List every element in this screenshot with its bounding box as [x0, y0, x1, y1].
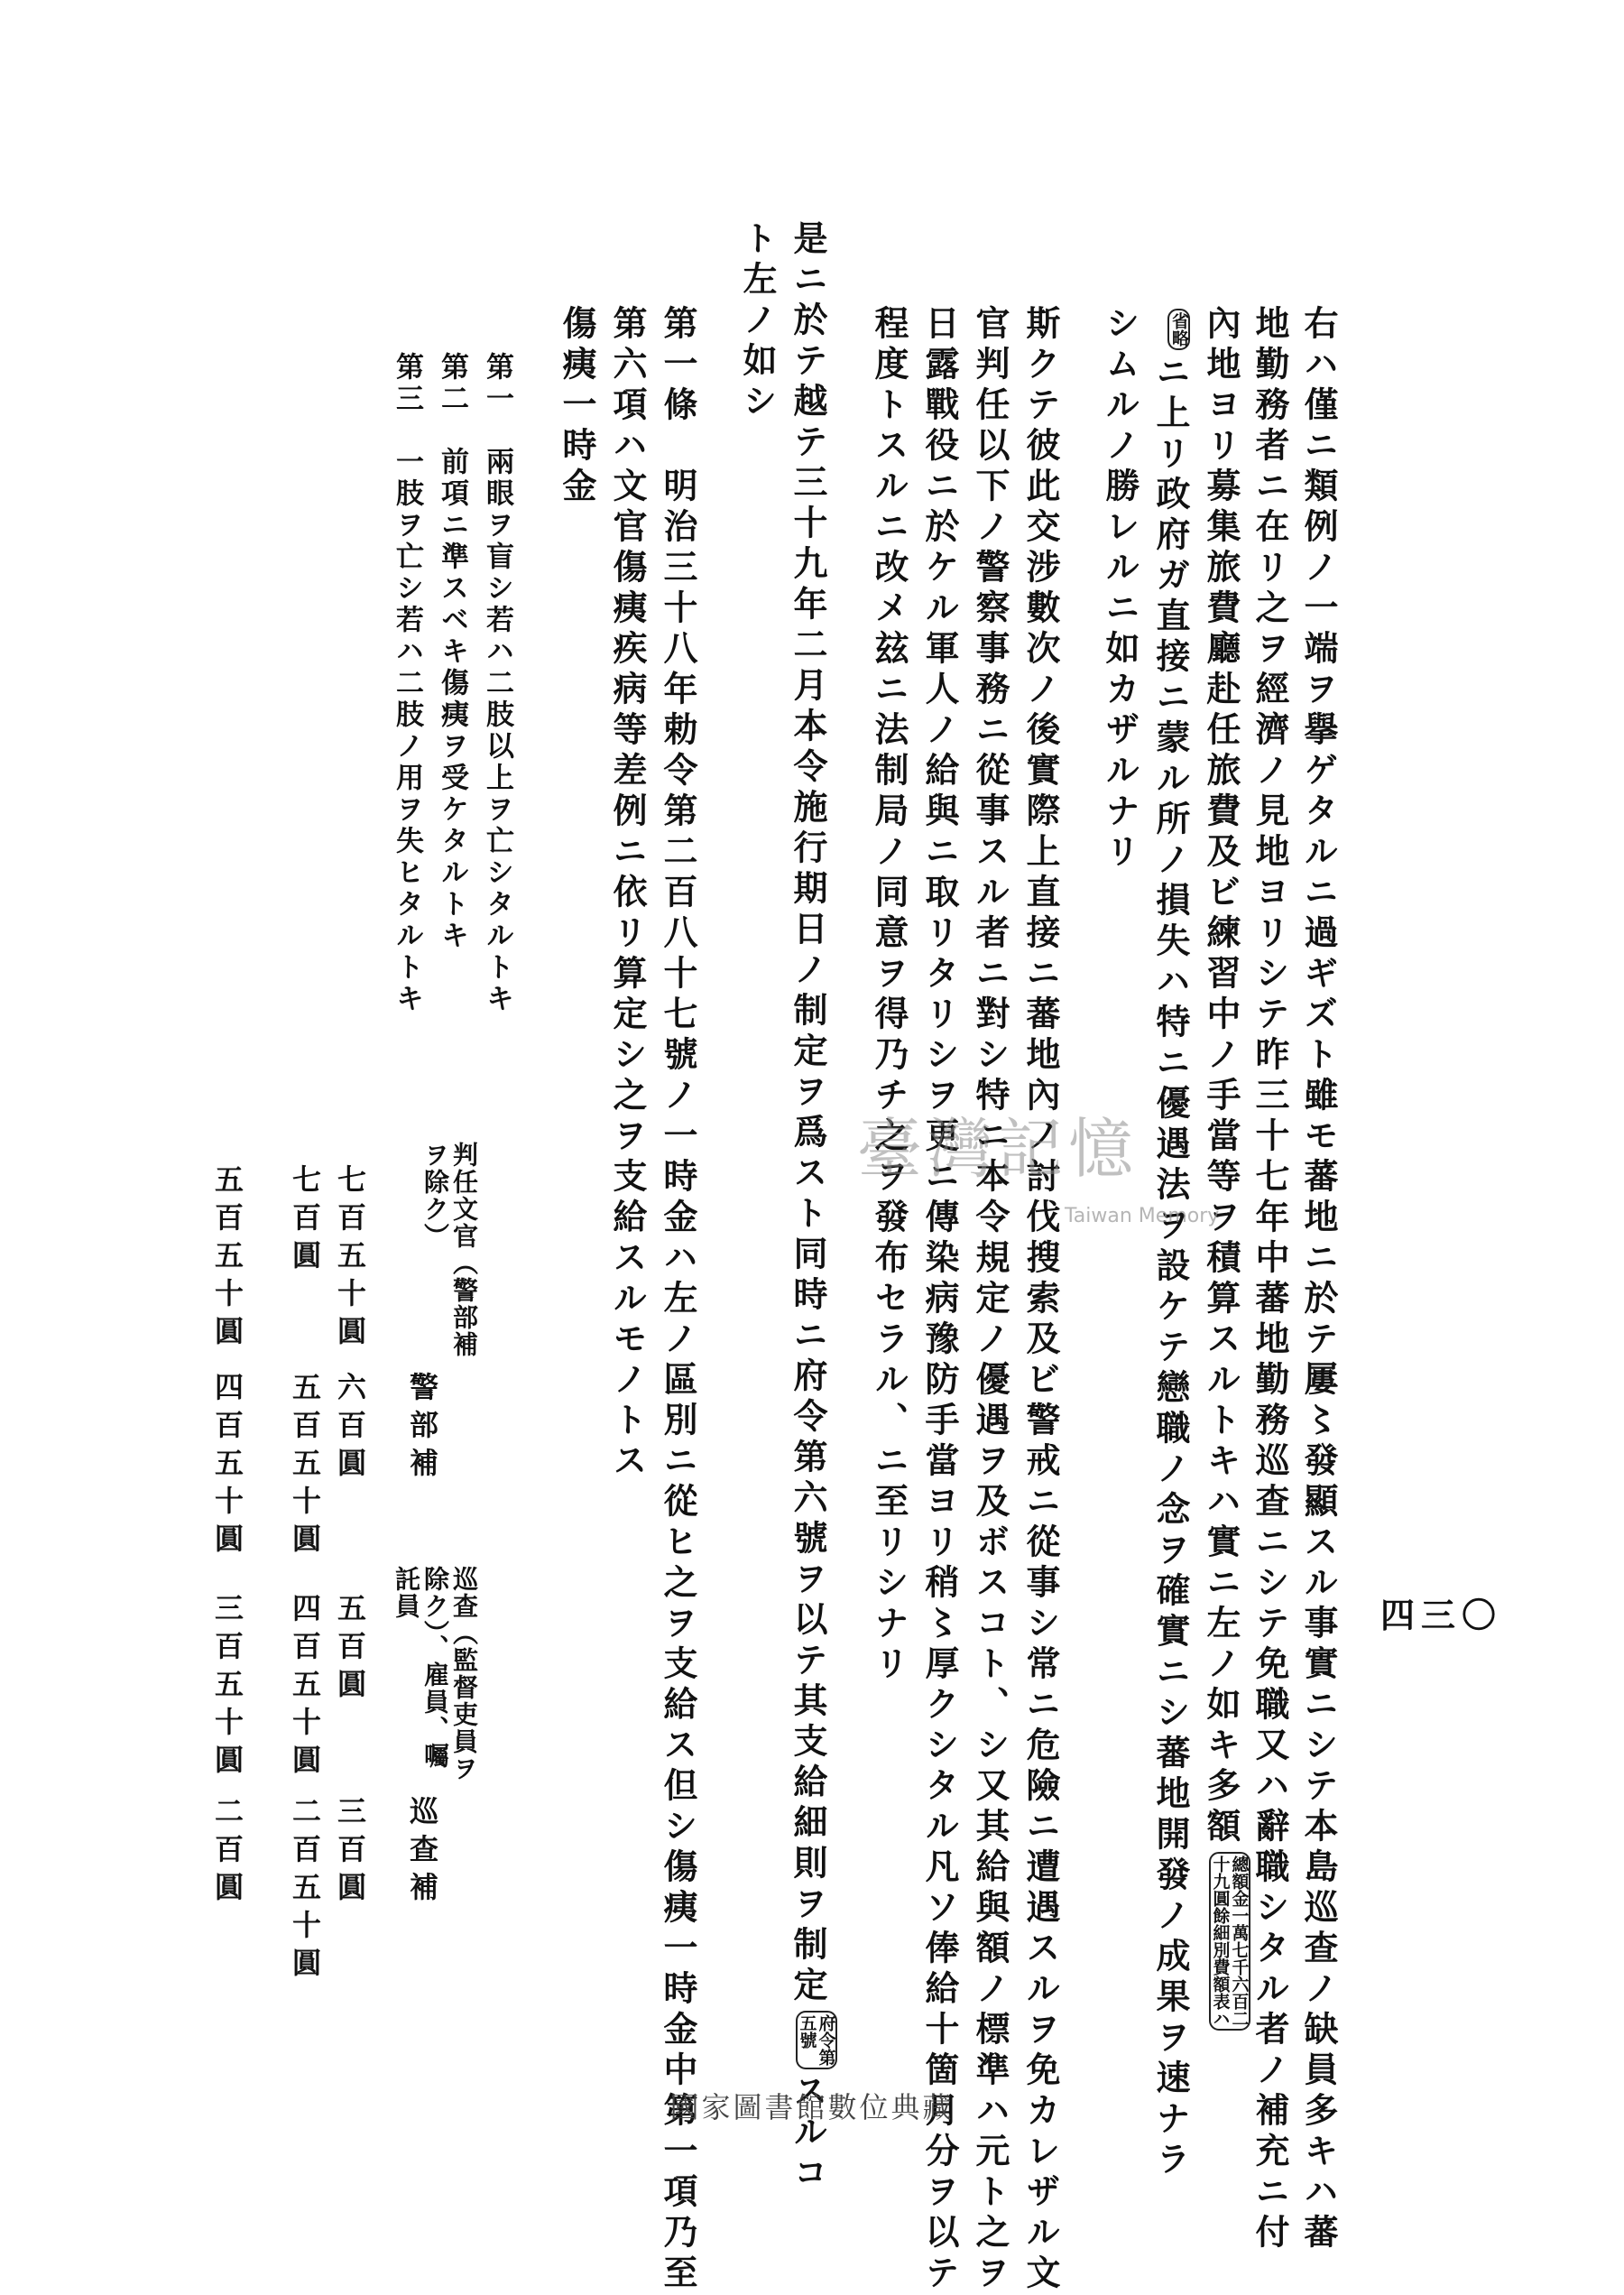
table-cell: 七百圓 [288, 1164, 322, 1278]
table-header: 巡查（監督吏員ヲ除ク）、雇員、囑託員 [392, 1566, 479, 1782]
inline-note [796, 2011, 837, 2069]
watermark-subtitle: Taiwan Memory [1065, 1205, 1220, 1227]
table-header: 警部補 [405, 1372, 439, 1485]
text-line-13: 第六項ハ文官傷痍疾病等差例ニ依リ算定シ之ヲ支給スルモノトス [607, 305, 648, 1483]
table-cell: 四百五十圓 [288, 1593, 322, 1782]
text-line-10 [785, 220, 837, 2195]
inline-note [1167, 309, 1190, 350]
text-line-8: 日露戰役ニ於ケル軍人ノ給與ニ取リタリシヲ更ニ傳染病豫防手當ヨリ稍〻厚クシタル凡ソ俸給十箇月分ヲ以テ [919, 305, 960, 2295]
note-line: 總額金一萬七千六百二 [1229, 1855, 1250, 2027]
footer-caption: 國家圖書館數位典藏 [669, 2090, 955, 2124]
text-line-10-main: 是ニ於テ越テ三十九年二月本令施行期日ノ制定ヲ爲スト同時ニ府令第六號ヲ以テ其支給細則ヲ制定 [788, 220, 828, 2007]
table-row-label: 第二 前項ニ準スベキ傷痍ヲ受ケタルトキ [436, 352, 468, 952]
text-line-4-main: ニ上リ政府ガ直接ニ蒙ル所ノ損失ハ特ニ優遇法ヲ設ケテ戀職ノ念ヲ確實ニシ蕃地開發ノ成果ヲ速ナラ [1150, 354, 1191, 2181]
table-row-label: 第一 兩眼ヲ盲シ若ハ二肢以上ヲ亡シタルトキ [481, 352, 513, 1015]
text-line-1: 右ハ僅ニ類例ノ一端ヲ擧ゲタルニ過ギズト雖モ蕃地ニ於テ屢〻發顯スル事實ニシテ本島巡查ノ缺員多キハ蕃 [1298, 305, 1339, 2254]
text-line-11: ト左ノ如シ [737, 220, 778, 423]
text-line-4 [1148, 305, 1193, 2181]
table-cell: 七百五十圓 [333, 1164, 367, 1354]
table-cell: 二百五十圓 [288, 1796, 322, 1985]
table-cell: 五百五十圓 [288, 1372, 322, 1561]
text-line-3-main: 內地ヨリ募集旅費廳赴任旅費及ビ練習中ノ手當等ヲ積算スルトキハ實ニ左ノ如キ多額 [1201, 305, 1241, 1848]
table-cell: 二百圓 [210, 1796, 245, 1910]
text-line-3 [1198, 305, 1250, 2034]
note-line: 五號 [797, 2014, 817, 2049]
text-line-10-tail: スルコ [788, 2073, 828, 2195]
table-header: 巡查補 [405, 1796, 439, 1910]
text-line-14: 傷痍一時金 [557, 305, 597, 508]
page-number: 四三〇 [1380, 1595, 1503, 1635]
note-line: 十九圓餘細別費額表ハ [1210, 1855, 1231, 2027]
watermark-logo: 臺灣記憶 [857, 1111, 1140, 1187]
text-line-2: 地勤務者ニ在リ之ヲ經濟ノ見地ヨリシテ昨三十七年中蕃地勤務巡查ニシテ免職又ハ辭職シタル者ノ補充ニ付 [1250, 305, 1290, 2254]
table-cell: 四百五十圓 [210, 1372, 245, 1561]
text-line-5: シムルノ勝レルニ如カザルナリ [1100, 305, 1140, 874]
text-line-7: 官判任以下ノ警察事務ニ從事スル者ニ對シ特ニ本令規定ノ優遇ヲ及ボスコト、シ又其給與額ノ標準ハ元ト之ヲ [970, 305, 1010, 2295]
table-cell: 五百圓 [333, 1593, 367, 1707]
note-line: 省略 [1169, 312, 1189, 347]
note-line: 府令第 [816, 2014, 836, 2066]
table-cell: 三百圓 [333, 1796, 367, 1910]
text-line-9: 程度トスルニ改メ玆ニ法制局ノ同意ヲ得乃チ之ヲ發布セラル、ニ至リシナリ [869, 305, 909, 1686]
table-row-label: 第三 一肢ヲ亡シ若ハ二肢ノ用ヲ失ヒタルトキ [391, 352, 423, 1015]
text-line-12: 第一條 明治三十八年勅令第二百八十七號ノ一時金ハ左ノ區別ニ從ヒ之ヲ支給ス但シ傷痍一時金中第一項乃至 [658, 305, 698, 2295]
table-cell: 三百五十圓 [210, 1593, 245, 1782]
table-header: 判任文官（警部補ヲ除ク） [420, 1142, 479, 1358]
table-cell: 六百圓 [333, 1372, 367, 1485]
text-line-6: 斯クテ彼此交涉數次ノ後實際上直接ニ蕃地內ノ討伐搜索及ビ警戒ニ從事シ常ニ危險ニ遭遇スルヲ免カレザル文 [1020, 305, 1061, 2295]
table-cell: 五百五十圓 [210, 1164, 245, 1354]
inline-note [1209, 1852, 1250, 2031]
